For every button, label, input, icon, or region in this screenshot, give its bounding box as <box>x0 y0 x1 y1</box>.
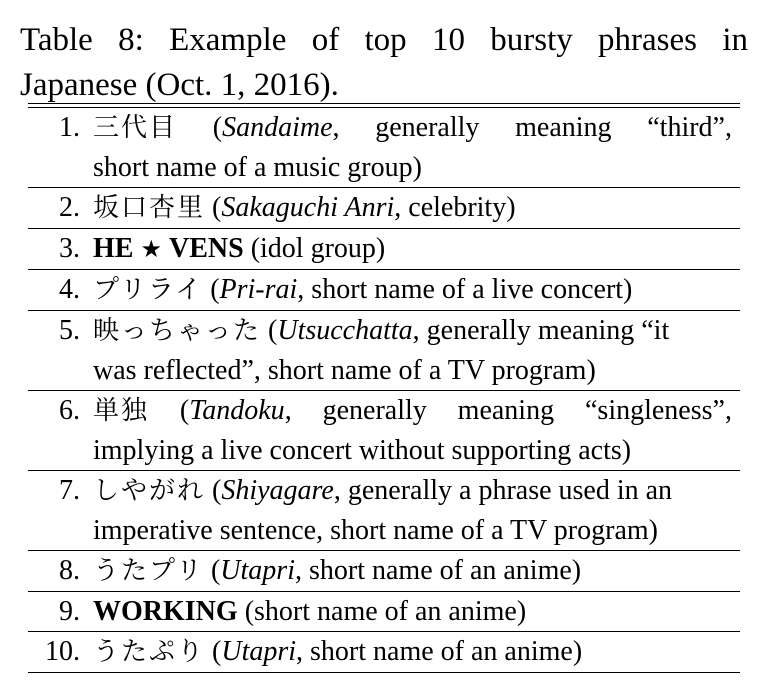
caption-word: of <box>311 22 340 58</box>
description: , celebrity) <box>394 192 516 223</box>
japanese-phrase: 坂口杏里 <box>93 193 206 223</box>
paren-open: ( <box>205 636 222 667</box>
romanized-phrase: Sandaime <box>222 112 333 143</box>
caption-word: 8: <box>118 22 144 58</box>
description-word: generally <box>375 112 480 143</box>
description: , generally meaning “it <box>412 315 670 346</box>
star-icon: ★ <box>140 235 162 263</box>
row-line-1 <box>93 229 732 269</box>
romanized-phrase: Pri-rai <box>219 274 298 305</box>
table-caption <box>20 18 748 108</box>
description-word: meaning <box>457 395 555 426</box>
row-number: 3. <box>59 233 80 264</box>
row-line-2: short name of a music group) <box>93 152 422 183</box>
caption-line-2: Japanese (Oct. 1, 2016). <box>20 67 339 103</box>
row-number: 1. <box>59 112 80 143</box>
caption-word: phrases <box>598 22 698 58</box>
paren-open: ( <box>212 112 223 143</box>
paren-open: ( <box>203 555 221 586</box>
japanese-phrase: 映っちゃった <box>93 316 262 346</box>
table-row <box>28 391 740 471</box>
romanized-phrase: Utsucchatta <box>277 315 413 346</box>
romanized-phrase: Shiyagare <box>221 475 334 506</box>
japanese-phrase: プリライ <box>93 275 204 305</box>
row-number: 10. <box>45 636 80 667</box>
caption-word: bursty <box>490 22 573 58</box>
caption-line-1 <box>20 18 748 63</box>
paren-open: ( <box>203 274 220 305</box>
caption-word: 10 <box>431 22 465 58</box>
row-number: 4. <box>59 274 80 305</box>
table-row <box>28 471 740 551</box>
table-row <box>28 229 740 270</box>
caption-word: Table <box>20 22 93 58</box>
description-word: generally <box>322 395 427 426</box>
row-line-2: was reflected”, short name of a TV program) <box>93 355 596 386</box>
row-line-1 <box>93 188 732 228</box>
romanized-phrase: Tandoku <box>189 395 285 426</box>
japanese-phrase: うたぷり <box>93 637 206 667</box>
description: , short name of an anime) <box>296 636 583 667</box>
paren-open: ( <box>179 395 190 426</box>
romanized-phrase: Utapri <box>221 636 297 667</box>
row-line-1 <box>93 270 732 310</box>
row-line-1 <box>93 311 732 351</box>
japanese-phrase: 単独 <box>93 396 150 426</box>
paren-open: ( <box>205 475 222 506</box>
caption-word: top <box>364 22 407 58</box>
row-line-2: imperative sentence, short name of a TV program) <box>93 515 658 546</box>
row-number: 9. <box>59 596 80 627</box>
row-line-2: implying a live concert without supporting acts) <box>93 435 632 466</box>
description-word: meaning <box>515 112 612 143</box>
japanese-phrase: うたプリ <box>93 556 204 586</box>
row-number: 2. <box>59 192 80 223</box>
caption-word: in <box>722 22 748 58</box>
description: , short name of a live concert) <box>297 274 633 305</box>
row-line-1 <box>93 391 732 431</box>
table-row <box>28 270 740 311</box>
romanized-phrase: Sakaguchi Anri <box>221 192 395 223</box>
description: (idol group) <box>243 233 386 264</box>
table-row <box>28 551 740 592</box>
caption-word: Example <box>169 22 287 58</box>
row-line-1 <box>93 551 732 591</box>
description: , short name of an anime) <box>294 555 582 586</box>
japanese-phrase: しやがれ <box>93 476 206 506</box>
row-number: 8. <box>59 555 80 586</box>
romanized-phrase: Utapri <box>220 555 295 586</box>
phrase-bold: VENS <box>168 233 244 264</box>
description-word: “third”, <box>647 112 732 143</box>
row-number: 5. <box>59 315 80 346</box>
table-row <box>28 108 740 188</box>
japanese-phrase: 三代目 <box>93 113 178 143</box>
row-line-1 <box>93 632 732 672</box>
description: , generally a phrase used in an <box>333 475 673 506</box>
bursty-phrases-table <box>28 103 740 673</box>
comma: , <box>332 112 340 143</box>
table-row <box>28 632 740 673</box>
paren-open: ( <box>205 192 222 223</box>
row-line-1 <box>93 108 732 148</box>
table-row <box>28 188 740 229</box>
row-number: 7. <box>59 475 80 506</box>
row-number: 6. <box>59 395 80 426</box>
description: (short name of an anime) <box>237 596 527 627</box>
row-line-1 <box>93 592 732 631</box>
phrase-bold: HE <box>93 233 134 264</box>
table-row <box>28 311 740 391</box>
paren-open: ( <box>261 315 278 346</box>
table-row <box>28 592 740 632</box>
phrase-bold: WORKING <box>93 596 238 627</box>
comma: , <box>284 395 292 426</box>
row-line-1 <box>93 471 732 511</box>
description-word: “singleness”, <box>585 395 732 426</box>
